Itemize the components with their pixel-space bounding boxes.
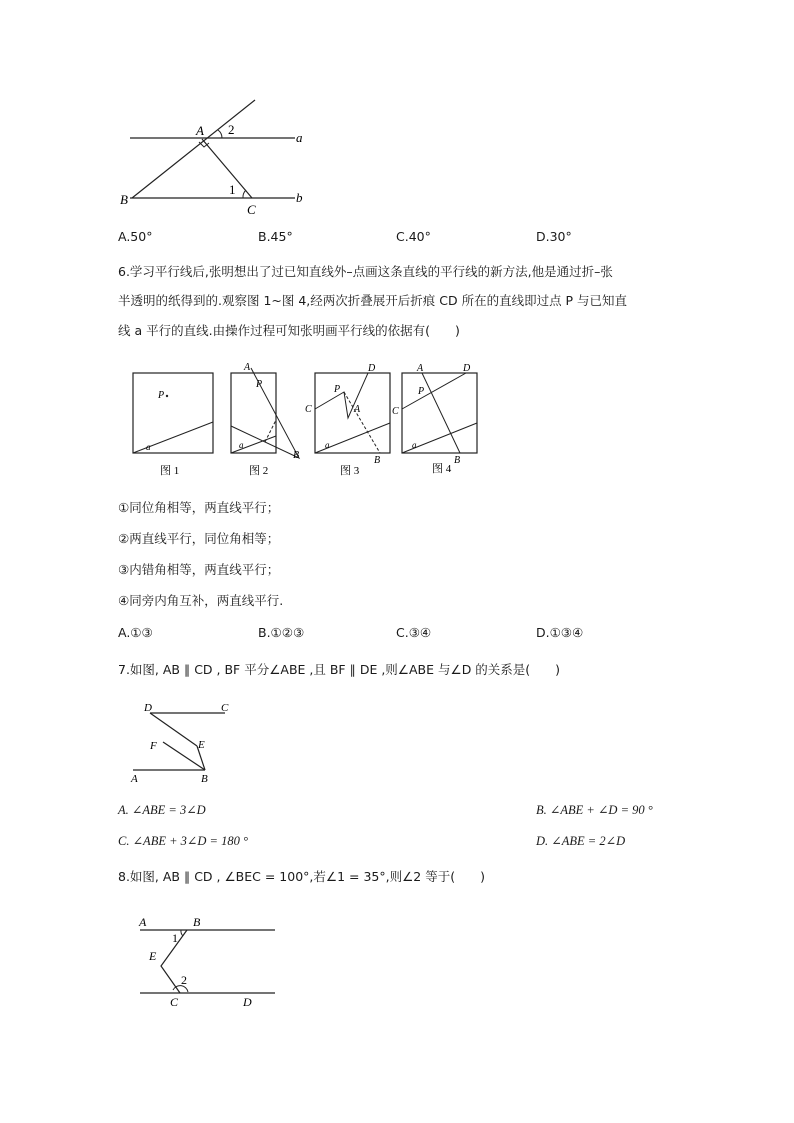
svg-text:A: A	[131, 773, 138, 785]
svg-text:a: a	[146, 442, 151, 452]
q6-option-d[interactable]: D.①③④	[536, 625, 584, 640]
q5-figure	[110, 95, 330, 220]
svg-text:A: A	[139, 915, 147, 929]
svg-text:P: P	[334, 384, 341, 395]
svg-text:D: D	[144, 702, 152, 714]
segment-AC	[202, 139, 252, 198]
label-a: a	[296, 130, 303, 145]
q7-stem: 7.如图, AB ∥ CD , BF 平分∠ABE ,且 BF ∥ DE ,则∠ABE 与∠D 的关系是( )	[118, 662, 561, 677]
svg-text:C: C	[305, 404, 312, 415]
fig1-caption: 图 1	[160, 465, 180, 477]
svg-text:C: C	[221, 702, 229, 714]
label-A: A	[196, 123, 204, 138]
label-C: C	[247, 202, 256, 217]
svg-text:C: C	[392, 406, 399, 417]
svg-text:a: a	[239, 440, 244, 450]
q6-figure-2	[225, 360, 310, 480]
q6-statement-2: ②两直线平行，同位角相等；	[118, 531, 280, 546]
fig3-caption: 图 3	[340, 465, 360, 477]
q6-stem-line2: 半透明的纸得到的.观察图 1~图 4,经两次折叠展开后折痕 CD 所在的直线即过点 P 与已知直	[118, 293, 628, 308]
svg-text:B: B	[193, 915, 201, 929]
q7-figure	[125, 698, 245, 788]
svg-text:A: A	[417, 363, 424, 374]
q6-figure-4	[390, 360, 490, 480]
svg-text:E: E	[198, 739, 205, 751]
svg-text:P: P	[418, 386, 425, 397]
q6-stem-line3: 线 a 平行的直线.由操作过程可知张明画平行线的依据有( )	[118, 323, 460, 338]
svg-text:P: P	[158, 390, 165, 401]
q7-option-b[interactable]: B. ∠ABE + ∠D = 90 °	[536, 803, 653, 817]
svg-text:a: a	[412, 440, 417, 450]
svg-text:D: D	[463, 363, 471, 374]
svg-text:C: C	[170, 995, 179, 1009]
q6-statement-1: ①同位角相等，两直线平行；	[118, 500, 280, 515]
label-b: b	[296, 190, 303, 205]
angle-1-arc	[243, 190, 246, 198]
q6-statement-4: ④同旁内角互补，两直线平行.	[118, 593, 284, 608]
q8-figure	[125, 908, 275, 1008]
svg-text:E: E	[149, 949, 157, 963]
svg-text:B: B	[454, 455, 461, 466]
q5-option-c[interactable]: C.40°	[396, 229, 431, 244]
label-2: 2	[228, 122, 235, 137]
q5-option-a[interactable]: A.50°	[118, 229, 153, 244]
q6-stem-line1: 6.学习平行线后,张明想出了过已知直线外–点画这条直线的平行线的新方法,他是通过折–张	[118, 264, 613, 279]
svg-text:D: D	[243, 995, 252, 1009]
q5-option-b[interactable]: B.45°	[258, 229, 293, 244]
svg-text:A: A	[354, 404, 361, 415]
svg-text:D: D	[368, 363, 376, 374]
fig2-caption: 图 2	[249, 465, 269, 477]
q6-option-c[interactable]: C.③④	[396, 625, 432, 640]
svg-text:B: B	[201, 773, 208, 785]
svg-text:2: 2	[181, 973, 187, 987]
q7-option-a[interactable]: A. ∠ABE = 3∠D	[118, 803, 206, 817]
q5-option-d[interactable]: D.30°	[536, 229, 572, 244]
angle-2-arc	[218, 130, 222, 138]
q7-option-c[interactable]: C. ∠ABE + 3∠D = 180 °	[118, 834, 248, 848]
label-1: 1	[229, 182, 236, 197]
q7-option-d[interactable]: D. ∠ABE = 2∠D	[536, 834, 626, 848]
q8-stem: 8.如图, AB ∥ CD , ∠BEC = 100°,若∠1 = 35°,则∠2 等于( )	[118, 869, 485, 884]
q6-figure-1	[128, 368, 218, 480]
svg-text:P: P	[256, 379, 263, 390]
svg-text:A: A	[244, 362, 251, 373]
q6-option-a[interactable]: A.①③	[118, 625, 153, 640]
label-B: B	[120, 192, 128, 207]
svg-text:a: a	[325, 440, 330, 450]
transversal-BA	[132, 100, 255, 198]
svg-text:1: 1	[172, 931, 178, 945]
fig4-caption: 图 4	[432, 463, 452, 475]
q6-option-b[interactable]: B.①②③	[258, 625, 305, 640]
q6-statement-3: ③内错角相等，两直线平行；	[118, 562, 280, 577]
svg-text:B: B	[293, 450, 300, 461]
q6-figure-3	[300, 360, 400, 480]
svg-text:F: F	[150, 740, 157, 752]
svg-text:B: B	[374, 455, 381, 466]
